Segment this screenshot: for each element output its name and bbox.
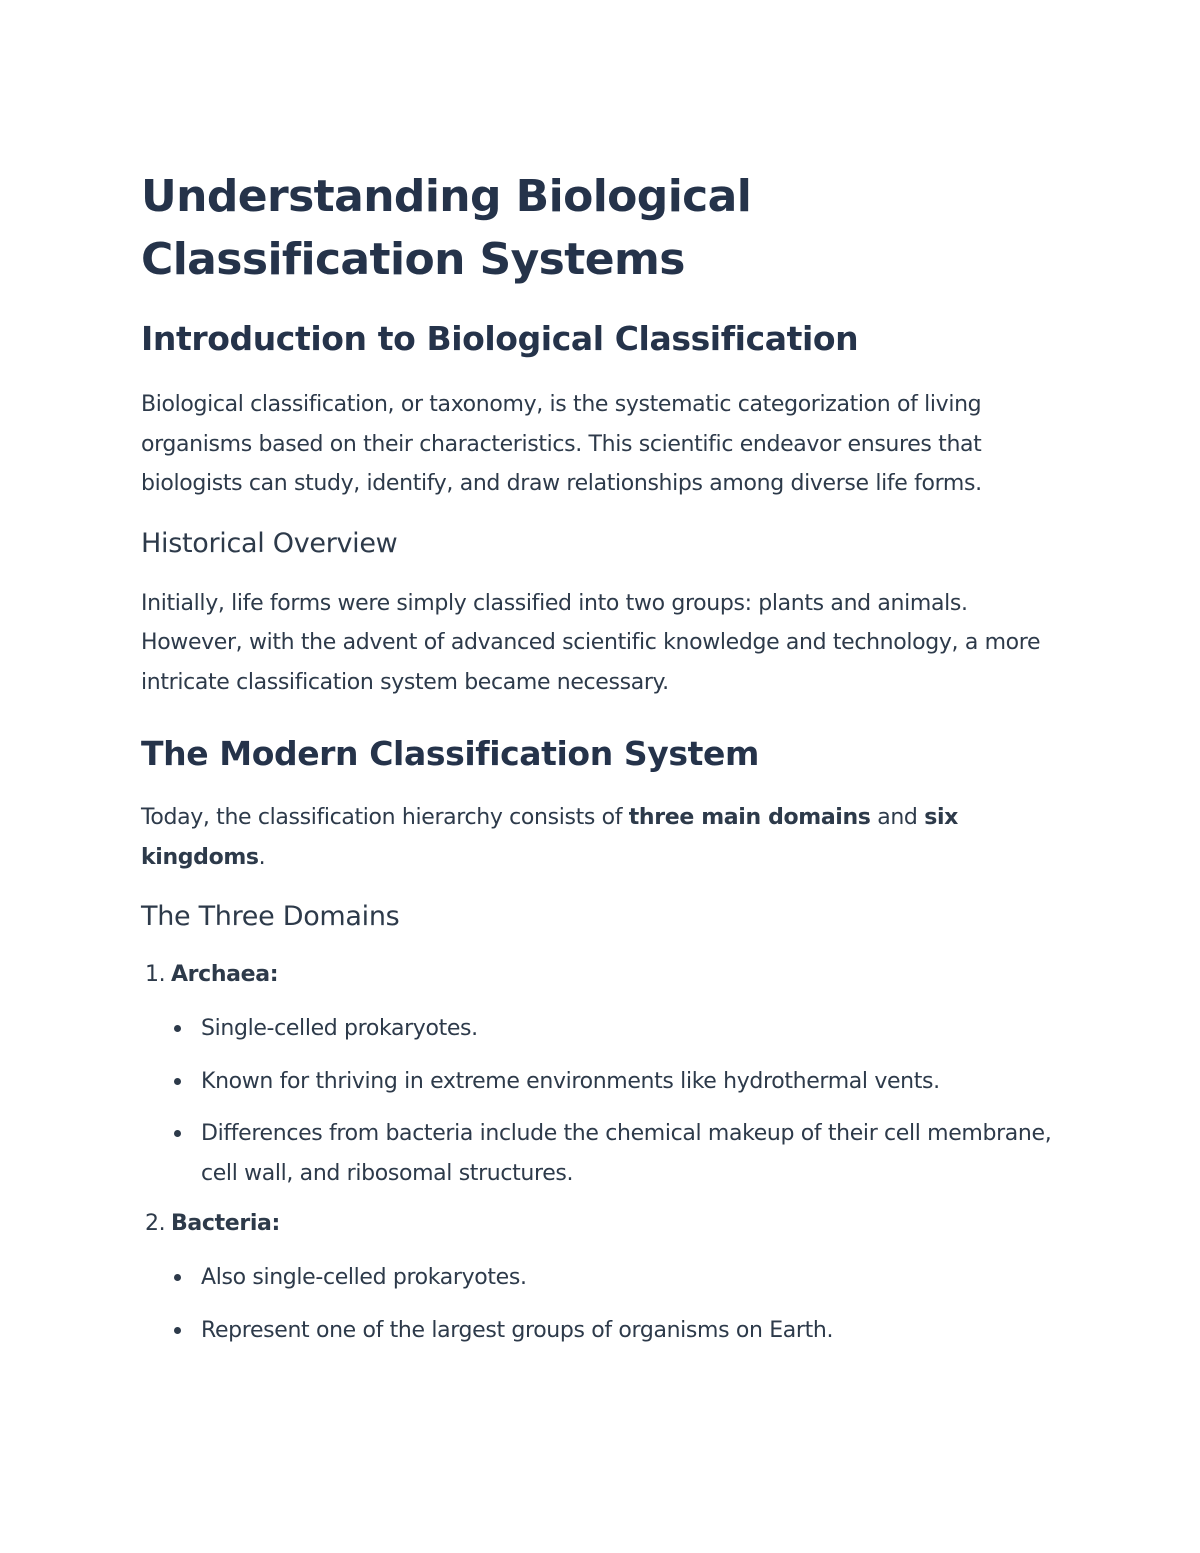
- list-item: [201, 1311, 1070, 1351]
- archaea-points: [141, 1009, 1070, 1193]
- bullet-icon: [174, 1327, 181, 1334]
- bullet-icon: [174, 1130, 181, 1137]
- history-paragraph: Initially, life forms were simply classified into two groups: plants and animals. However, with the advent of advanced scientific knowledge and technology, a more intricate classification system became necessary.: [141, 590, 1041, 695]
- domain-archaea-heading: [145, 957, 1070, 993]
- modern-heading: The Modern Classification System: [141, 734, 759, 773]
- list-item-text: Also single-celled prokaryotes.: [201, 1265, 527, 1290]
- intro-paragraph: Biological classification, or taxonomy, is the systematic categorization of living organisms based on their characteristics. This scientific endeavor ensures that biologists can study, identify, and draw relationships among diverse life forms.: [141, 392, 982, 496]
- history-heading: Historical Overview: [141, 527, 398, 559]
- list-item: [201, 1062, 1070, 1102]
- bold-three-domains: three main domains: [628, 805, 871, 830]
- list-number: 1.: [145, 962, 166, 987]
- list-item: [201, 1258, 1070, 1298]
- bold-six-kingdoms: six kingdoms: [141, 805, 958, 870]
- domain-bacteria-heading: [145, 1206, 1070, 1242]
- modern-text-3: .: [258, 844, 266, 870]
- modern-text-2: and: [870, 805, 925, 830]
- domain-name: Archaea:: [171, 962, 279, 987]
- list-item-text: Single-celled prokaryotes.: [201, 1016, 478, 1041]
- domain-name: Bacteria:: [171, 1211, 280, 1236]
- domains-heading: The Three Domains: [141, 901, 400, 932]
- document-title: Understanding Biological Classification Systems: [141, 171, 752, 285]
- list-item-text: Known for thriving in extreme environments like hydrothermal vents.: [201, 1068, 940, 1094]
- bullet-icon: [174, 1025, 181, 1032]
- modern-text-1: Today, the classification hierarchy consists of: [141, 805, 629, 830]
- list-number: 2.: [145, 1211, 166, 1236]
- modern-paragraph: [141, 798, 1070, 877]
- bullet-icon: [174, 1078, 181, 1085]
- bullet-icon: [174, 1274, 181, 1281]
- list-item: [201, 1114, 1070, 1193]
- bacteria-points: [141, 1258, 1070, 1350]
- list-item-text: Represent one of the largest groups of organisms on Earth.: [201, 1317, 834, 1343]
- list-item-text: Differences from bacteria include the chemical makeup of their cell membrane, cell wall, and ribosomal structures.: [201, 1121, 1052, 1186]
- list-item: [201, 1009, 1070, 1049]
- intro-heading: Introduction to Biological Classification: [141, 319, 859, 358]
